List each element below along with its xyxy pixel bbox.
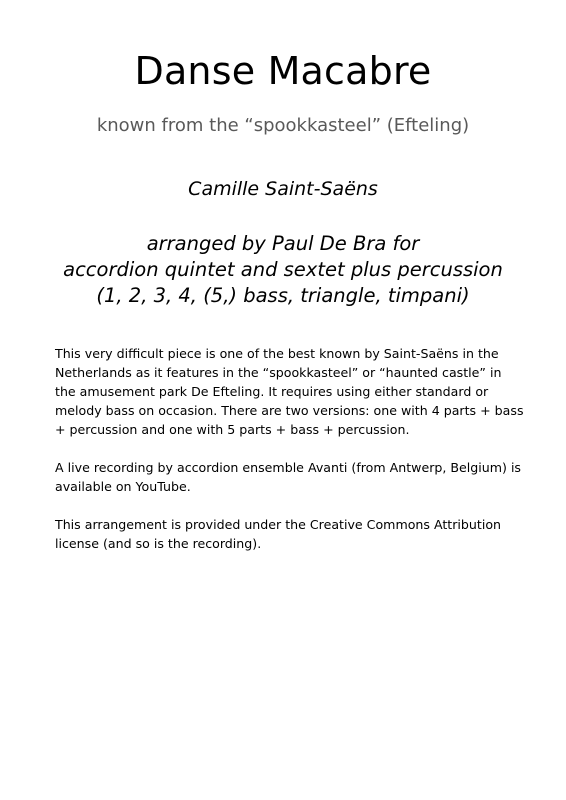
page-subtitle: known from the “spookkasteel” (Efteling) bbox=[96, 115, 470, 136]
composer-name: Camille Saint-Saëns bbox=[188, 178, 378, 200]
description-text bbox=[55, 344, 525, 572]
page-title: Danse Macabre bbox=[134, 49, 432, 93]
recording-paragraph: A live recording by accordion ensemble Avanti (from Antwerp, Belgium) is available on YouTube. bbox=[55, 460, 521, 494]
arrangement-line-1: arranged by Paul De Bra for bbox=[146, 232, 420, 255]
arrangement-line-2: accordion quintet and sextet plus percussion bbox=[63, 258, 503, 281]
arrangement-info bbox=[0, 231, 566, 309]
arrangement-line-3: (1, 2, 3, 4, (5,) bass, triangle, timpani) bbox=[96, 284, 470, 307]
license-paragraph: This arrangement is provided under the Creative Commons Attribution license (and so is the recording). bbox=[55, 517, 502, 551]
description-paragraph: This very difficult piece is one of the best known by Saint-Saëns in the Netherlands as it features in the “spookkasteel” or “haunted castle” in the amusement park De Efteling. It requires using either standard or melody bass on occasion. There are two versions: one with 4 parts + bass + percussion and one with 5 parts + bass + percussion. bbox=[55, 346, 524, 437]
